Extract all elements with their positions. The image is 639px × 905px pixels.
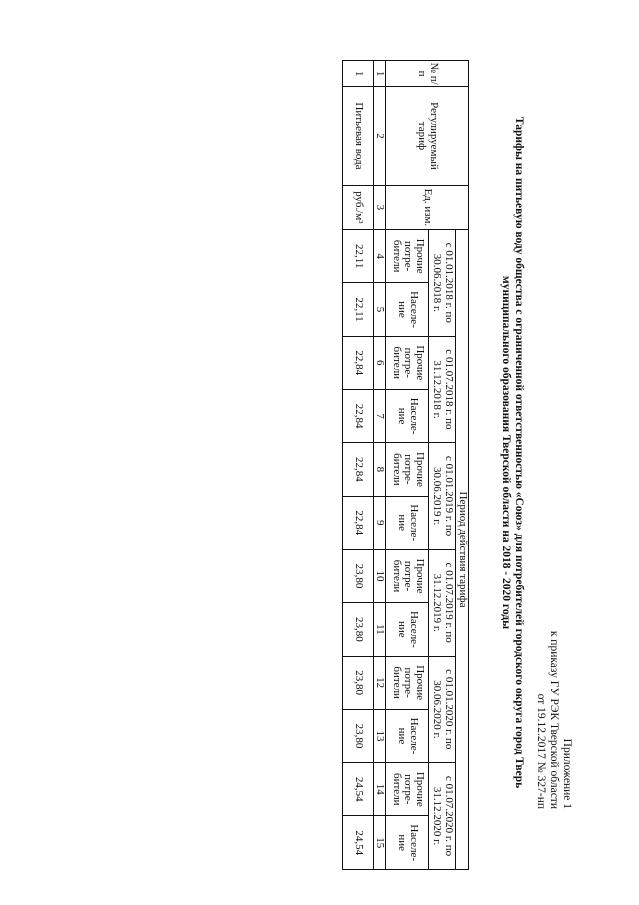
col-number: 11 (374, 603, 387, 656)
sub-population: Населе-ние (386, 603, 429, 656)
col-number: 15 (374, 816, 387, 870)
header-num: № п/п (386, 61, 469, 87)
title-line-1: Тарифы на питьевую воду общества с ограниченной ответственностью «Союз» для потребителей городского округа город Тверь (513, 116, 525, 789)
tariff-value: 24,54 (343, 816, 374, 870)
col-number: 2 (374, 87, 387, 186)
header-tariff: Регулируемый тариф (386, 87, 469, 186)
sub-other-consumers: Прочие потре-бители (386, 763, 429, 816)
title-line-2: муниципального образования Тверской области на 2018 - 2020 годы (500, 275, 512, 630)
col-number: 5 (374, 283, 387, 336)
column-numbers-row (374, 61, 387, 870)
tariff-value: 24,54 (343, 763, 374, 816)
col-number: 10 (374, 549, 387, 602)
appendix-order-date: от 19.12.2017 № 327-нп (535, 693, 547, 809)
appendix-order-ref: к приказу ГУ РЭК Тверской области (548, 630, 560, 809)
sub-other-consumers: Прочие потре-бители (386, 336, 429, 389)
period-5: с 01.01.2020 г. по 30.06.2020 г. (429, 656, 456, 763)
col-number: 14 (374, 763, 387, 816)
tariff-value: 23,80 (343, 709, 374, 762)
tariff-value: 23,80 (343, 656, 374, 709)
row-num: 1 (343, 61, 374, 87)
appendix-label: Приложение 1 (561, 738, 573, 809)
sub-other-consumers: Прочие потре-бители (386, 230, 429, 283)
tariff-value: 22,11 (343, 283, 374, 336)
tariff-value: 23,80 (343, 603, 374, 656)
row-tariff-name: Питьевая вода (343, 87, 374, 186)
tariff-value: 22,84 (343, 336, 374, 389)
col-number: 4 (374, 230, 387, 283)
sub-population: Населе-ние (386, 709, 429, 762)
sub-population: Населе-ние (386, 496, 429, 549)
col-number: 9 (374, 496, 387, 549)
period-3: с 01.01.2019 г. по 30.06.2019 г. (429, 443, 456, 550)
header-period: Период действия тарифа (456, 230, 469, 870)
row-unit: руб./м³ (343, 185, 374, 229)
sub-other-consumers: Прочие потре-бители (386, 549, 429, 602)
sub-population: Населе-ние (386, 389, 429, 442)
sub-other-consumers: Прочие потре-бители (386, 443, 429, 496)
appendix-header (534, 631, 573, 809)
table-row (343, 61, 374, 870)
col-number: 12 (374, 656, 387, 709)
tariff-value: 22,84 (343, 496, 374, 549)
col-number: 3 (374, 185, 387, 229)
tariff-value: 22,84 (343, 443, 374, 496)
period-2: с 01.07.2018 г. по 31.12.2018 г. (429, 336, 456, 443)
sub-population: Населе-ние (386, 816, 429, 870)
col-number: 13 (374, 709, 387, 762)
period-1: с 01.01.2018 г. по 30.06.2018 г. (429, 230, 456, 337)
document-title (499, 0, 525, 905)
period-4: с 01.07.2019 г. по 31.12.2019 г. (429, 549, 456, 656)
col-number: 7 (374, 389, 387, 442)
tariff-table (342, 60, 469, 870)
tariff-value: 23,80 (343, 549, 374, 602)
header-unit: Ед. изм. (386, 185, 469, 229)
sub-population: Населе-ние (386, 283, 429, 336)
col-number: 1 (374, 61, 387, 87)
period-6: с 01.07.2020 г. по 31.12.2020 г. (429, 763, 456, 870)
col-number: 8 (374, 443, 387, 496)
tariff-value: 22,84 (343, 389, 374, 442)
sub-other-consumers: Прочие потре-бители (386, 656, 429, 709)
col-number: 6 (374, 336, 387, 389)
tariff-value: 22,11 (343, 230, 374, 283)
